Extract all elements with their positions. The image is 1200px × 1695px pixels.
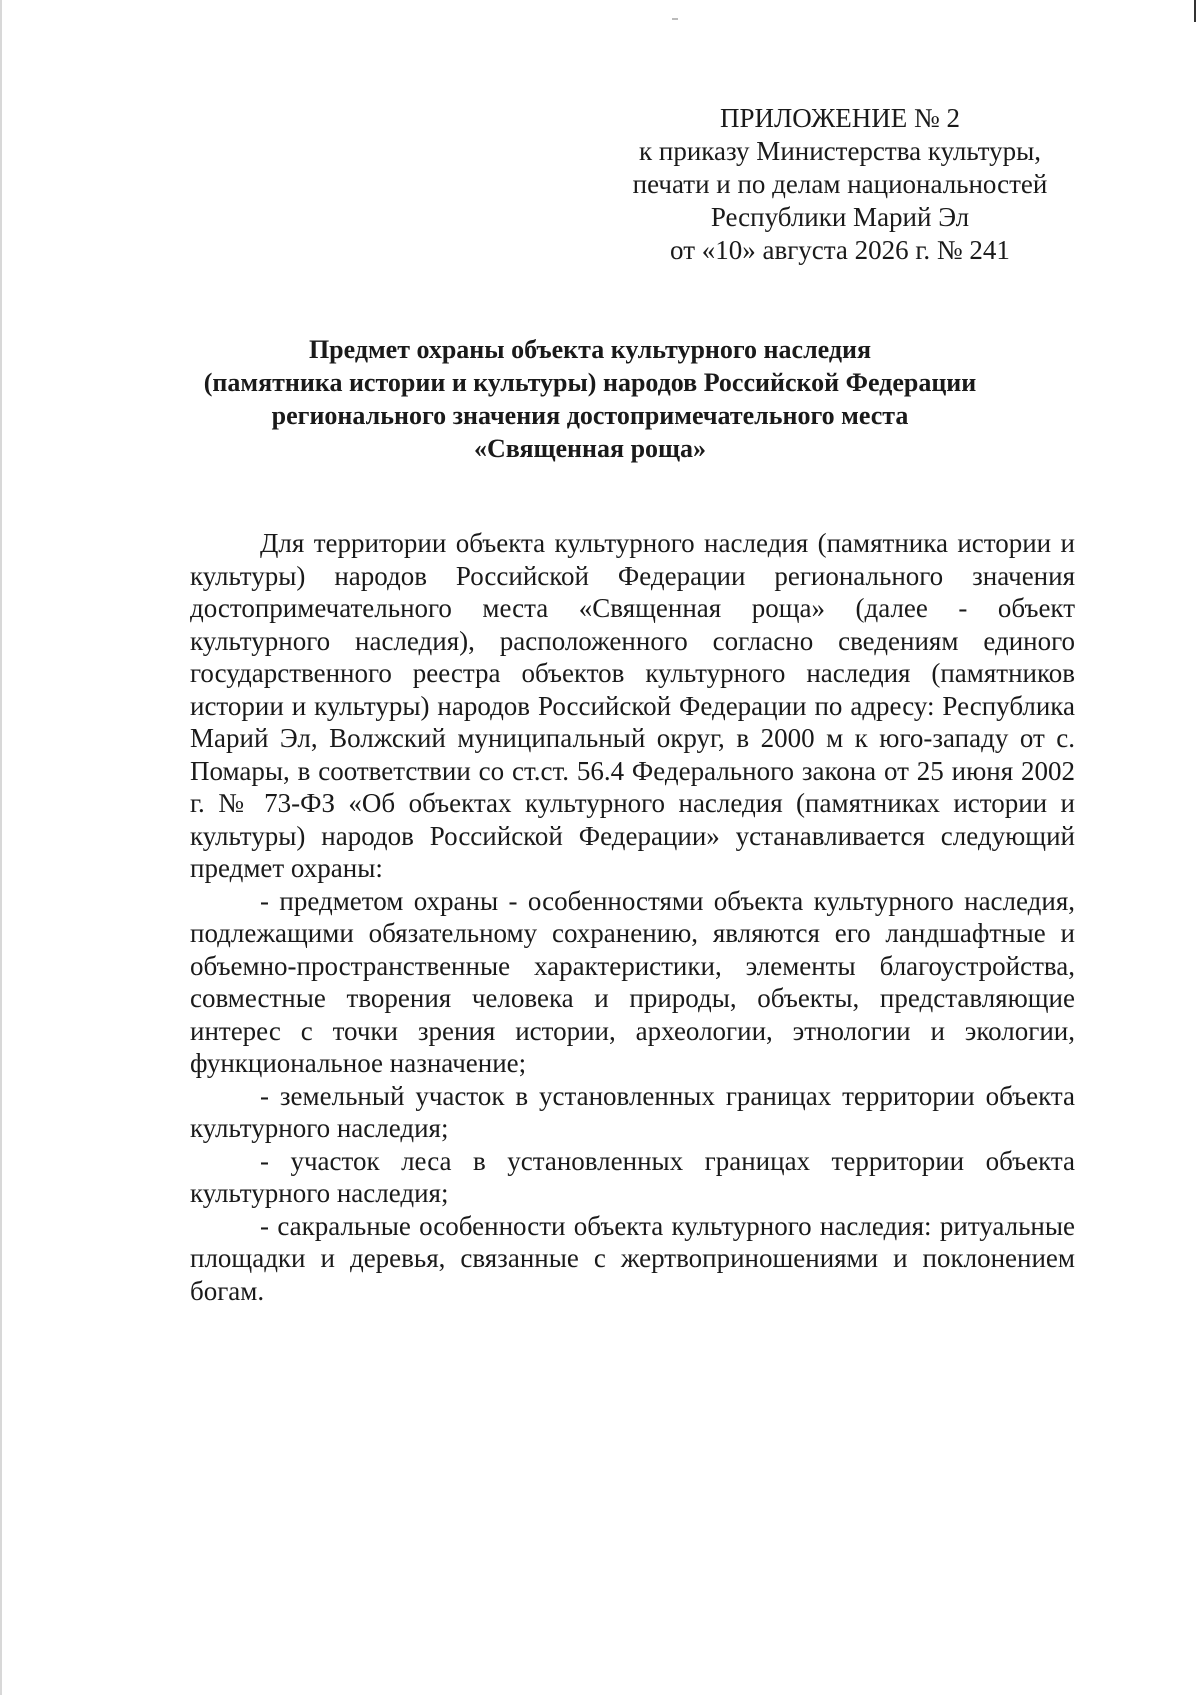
document-title <box>150 333 1030 465</box>
appendix-republic: Республики Марий Эл <box>710 202 970 232</box>
document-body <box>190 527 1075 1307</box>
protection-item: - земельный участок в установленных границах территории объекта культурного наследия; <box>190 1080 1075 1143</box>
scan-edge-left <box>0 0 2 1695</box>
protection-item: - участок леса в установленных границах территории объекта культурного наследия; <box>190 1145 1075 1208</box>
protection-item: - сакральные особенности объекта культурного наследия: ритуальные площадки и деревья, связанные с жертвоприношениями и поклонением богам. <box>190 1210 1075 1306</box>
title-line-1: Предмет охраны объекта культурного наследия <box>308 335 872 364</box>
appendix-date-number: от «10» августа 2026 г. № 241 <box>670 235 1010 265</box>
appendix-order-ref: к приказу Министерства культуры, <box>639 136 1041 166</box>
appendix-ministry: печати и по делам национальностей <box>632 169 1048 199</box>
scan-edge-right <box>1194 0 1196 22</box>
appendix-header <box>560 102 1120 267</box>
scan-artifact <box>672 18 678 20</box>
protection-item: - предметом охраны - особенностями объекта культурного наследия, подлежащими обязательному сохранению, являются его ландшафтные и объемно-пространственные характеристики, элементы благоустройства, совместные творения человека и природы, объекты, представляющие интерес с точки зрения истории, археологии, этнологии и экологии, функциональное назначение; <box>190 885 1075 1078</box>
title-line-4: «Священная роща» <box>474 434 706 463</box>
title-line-2: (памятника истории и культуры) народов Российской Федерации <box>203 368 977 397</box>
appendix-number: ПРИЛОЖЕНИЕ № 2 <box>719 103 961 133</box>
title-line-3: регионального значения достопримечательного места <box>271 401 909 430</box>
intro-paragraph: Для территории объекта культурного наследия (памятника истории и культуры) народов Российской Федерации регионального значения достопримечательного места «Священная роща» (далее - объект культурного наследия), расположенного согласно сведениям единого государственного реестра объектов культурного наследия (памятников истории и культуры) народов Российской Федерации по адресу: Республика Марий Эл, Волжский муниципальный округ, в 2000 м к юго-западу от с. Помары, в соответствии со ст.ст. 56.4 Федерального закона от 25 июня 2002 г. № 73-ФЗ «Об объектах культурного наследия (памятниках истории и культуры) народов Российской Федерации» устанавливается следующий предмет охраны: <box>190 528 1075 883</box>
